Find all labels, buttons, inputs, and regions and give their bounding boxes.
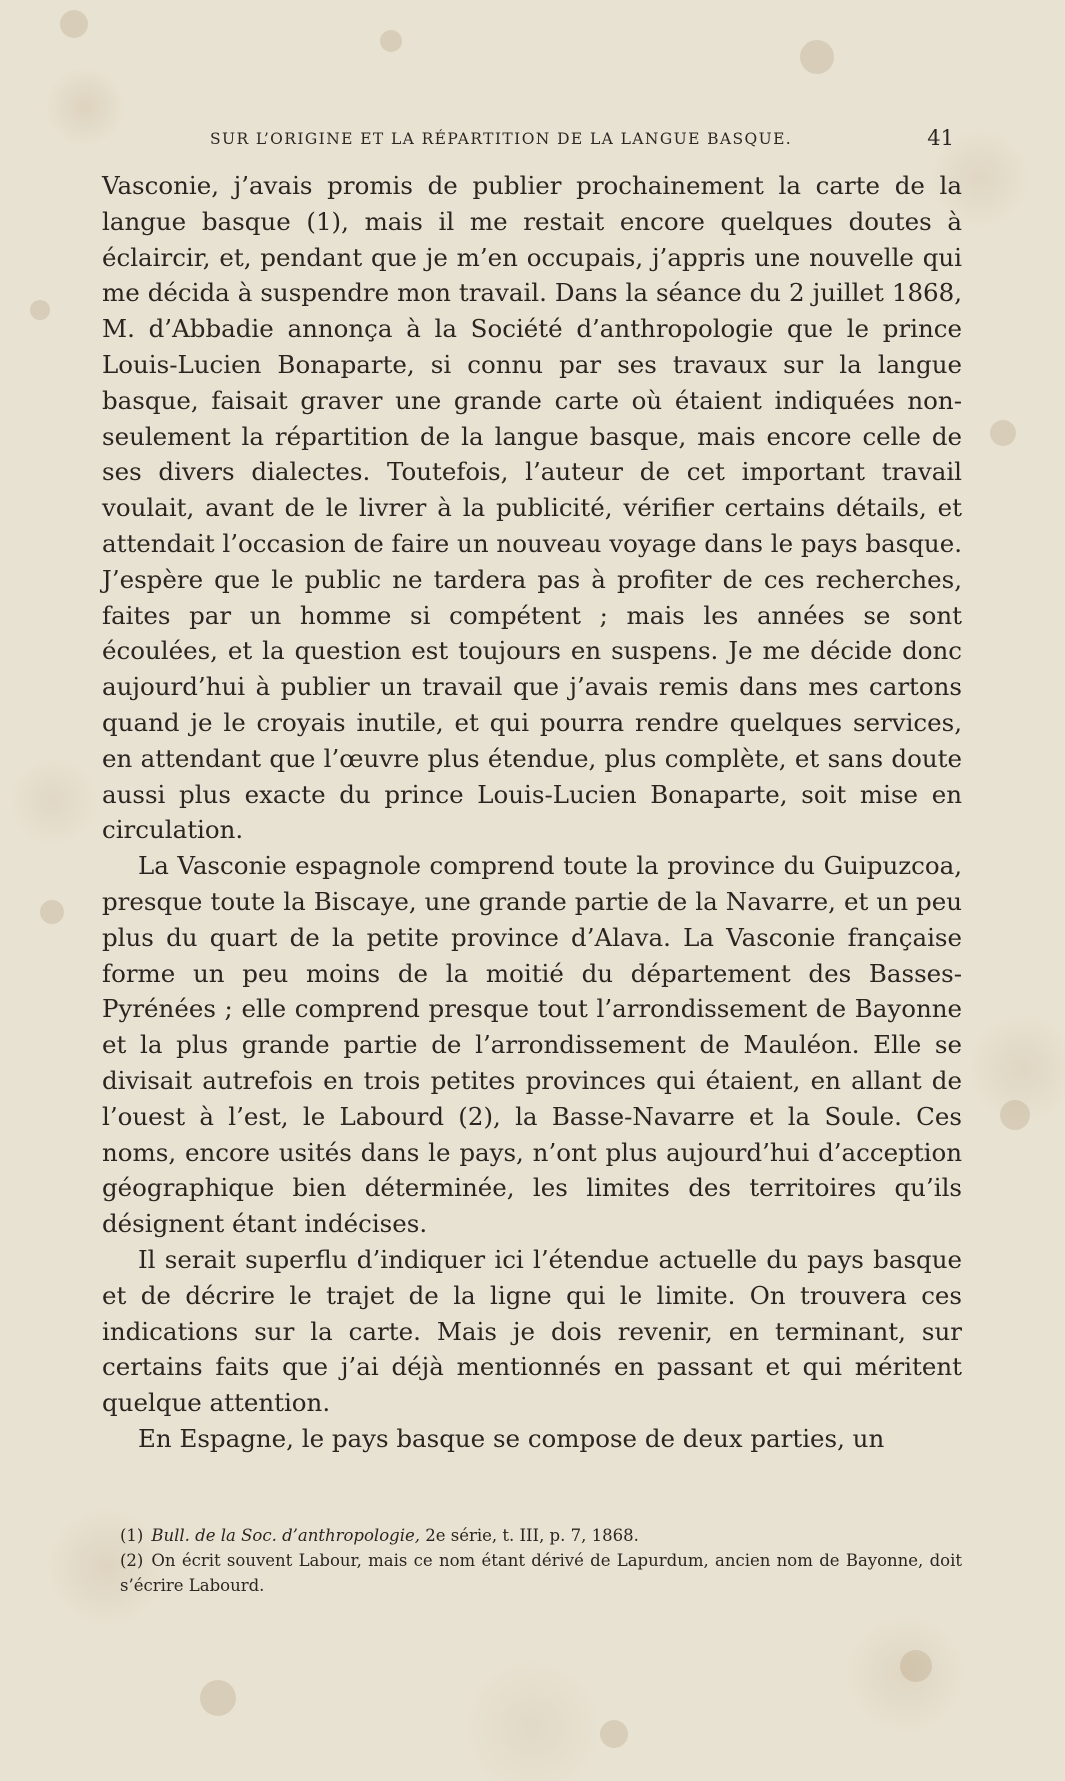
paragraph: Vasconie, j’avais promis de publier prochainement la carte de la langue basque (1), mais il me restait encore quelques doutes à éclaircir, et, pendant que je m’en occupais, j’appris une nouvelle qui me décida à suspendre mon travail. Dans la séance du 2 juillet 1868, M. d’Abbadie annonça à la Société d’anthropologie que le prince Louis-Lucien Bonaparte, si connu par ses travaux sur la langue basque, faisait graver une grande carte où étaient indiquées non-seulement la répartition de la langue basque, mais encore celle de ses divers dialectes. Toutefois, l’auteur de cet important travail voulait, avant de le livrer à la publicité, vérifier certains détails, et attendait l’occasion de faire un nouveau voyage dans le pays basque. J’espère que le public ne tardera pas à profiter de ces recherches, faites par un homme si compétent ; mais les années se sont écoulées, et la question est toujours en suspens. Je me décide donc aujourd’hui à publier un travail que j’avais remis dans mes cartons quand je le croyais inutile, et qui pourra rendre quelques services, en attendant que l’œuvre plus étendue, plus complète, et sans doute aussi plus exacte du prince Louis-Lucien Bonaparte, soit mise en circulation.	[102, 171, 962, 845]
footnote-mark: (2)	[120, 1551, 144, 1570]
footnote-text: 2e série, t. III, p. 7, 1868.	[425, 1526, 639, 1545]
footnote-text: On écrit souvent Labour, mais ce nom étant dérivé de Lapurdum, ancien nom de Bayonne, doit s’écrire Labourd.	[120, 1551, 962, 1595]
paper-stain	[990, 420, 1016, 446]
footnote-mark: (1)	[120, 1526, 144, 1545]
paragraph: La Vasconie espagnole comprend toute la province du Guipuzcoa, presque toute la Biscaye, une grande partie de la Navarre, et un peu plus du quart de la petite province d’Alava. La Vasconie française forme un peu moins de la moitié du département des Basses-Pyrénées ; elle comprend presque tout l’arrondissement de Bayonne et la plus grande partie de l’arrondissement de Mauléon. Elle se divisait autrefois en trois petites provinces qui étaient, en allant de l’ouest à l’est, le Labourd (2), la Basse-Navarre et la Soule. Ces noms, encore usités dans le pays, n’ont plus aujourd’hui d’acception géographique bien déterminée, les limites des territoires qu’ils désignent étant indécises.	[102, 851, 962, 1239]
paper-stain	[600, 1720, 628, 1748]
paper-stain	[1000, 1100, 1030, 1130]
paragraph: Il serait superflu d’indiquer ici l’étendue actuelle du pays basque et de décrire le trajet de la ligne qui le limite. On trouvera ces indications sur la carte. Mais je dois revenir, en terminant, sur certains faits que j’ai déjà mentionnés en passant et qui méritent quelque attention.	[102, 1244, 962, 1418]
footnote	[120, 1523, 962, 1548]
page-number: 41	[927, 126, 954, 150]
paper-stain	[800, 40, 834, 74]
footnote	[120, 1548, 962, 1598]
paper-stain	[380, 30, 402, 52]
footnote-source: Bull. de la Soc. d’anthropologie,	[151, 1526, 420, 1545]
paper-stain	[40, 900, 64, 924]
paper-stain	[900, 1650, 932, 1682]
running-head-title: SUR L’ORIGINE ET LA RÉPARTITION DE LA LANGUE BASQUE.	[210, 130, 793, 148]
paper-stain	[30, 300, 50, 320]
footnotes	[120, 1523, 962, 1598]
paper-stain	[60, 10, 88, 38]
body-text	[102, 168, 962, 1457]
paper-stain	[200, 1680, 236, 1716]
paragraph: En Espagne, le pays basque se compose de deux parties, un	[138, 1423, 885, 1453]
